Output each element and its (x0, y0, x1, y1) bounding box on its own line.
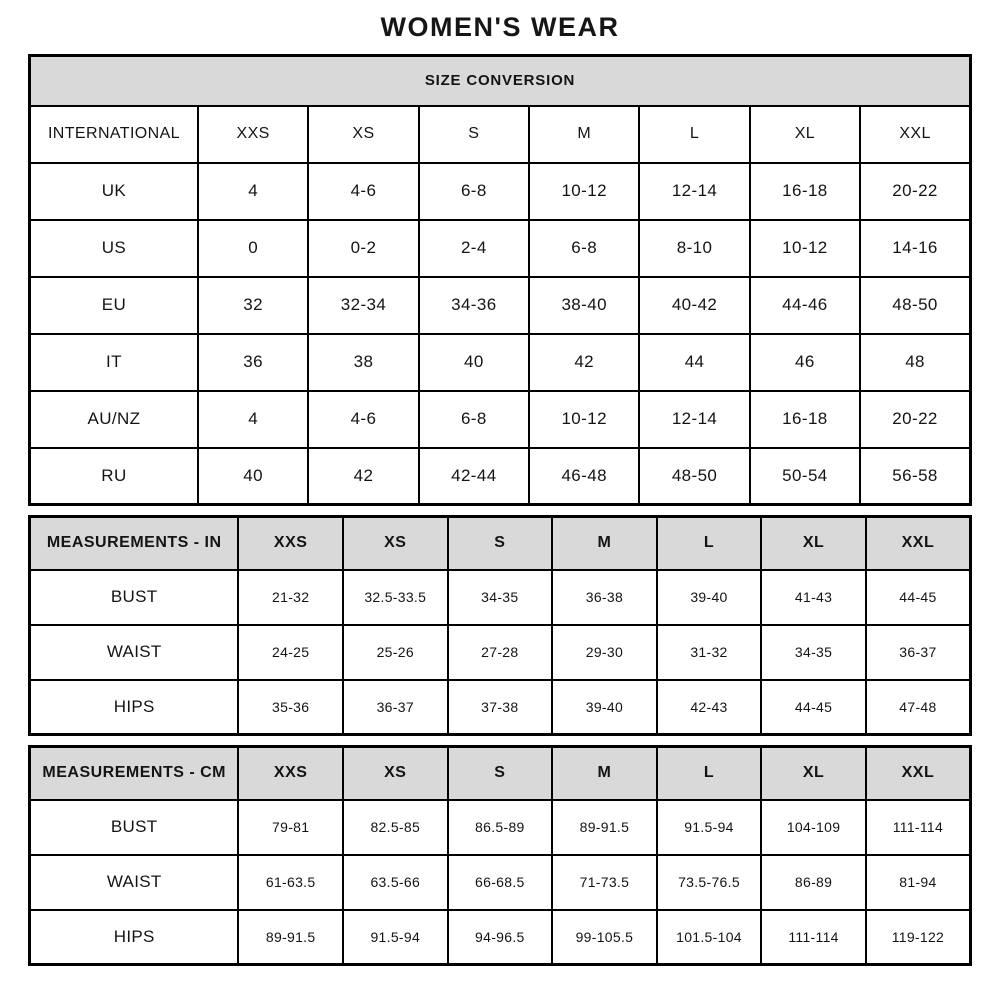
table-cell: 36-38 (552, 570, 657, 625)
table-cell: 32 (198, 277, 308, 334)
table-cell: 46 (750, 334, 860, 391)
table-cell: 14-16 (860, 220, 970, 277)
table-row (30, 334, 971, 391)
table-cell: 32-34 (308, 277, 418, 334)
table-cell: 42-44 (419, 448, 529, 505)
row-label: RU (30, 448, 198, 505)
table-row (30, 680, 971, 735)
table-cell: 16-18 (750, 163, 860, 220)
column-header: XXS (238, 747, 343, 800)
table-cell: 32.5-33.5 (343, 570, 448, 625)
table-cell: 38 (308, 334, 418, 391)
measurements-cm-corner-header: MEASUREMENTS - CM (30, 747, 239, 800)
size-conversion-banner-row (30, 56, 971, 106)
column-header: L (639, 106, 749, 163)
column-header: XS (343, 517, 448, 570)
column-header: M (552, 517, 657, 570)
row-label: AU/NZ (30, 391, 198, 448)
measurements-in-header-row (30, 517, 971, 570)
table-cell: 50-54 (750, 448, 860, 505)
table-cell: 36 (198, 334, 308, 391)
row-label: WAIST (30, 855, 239, 910)
table-cell: 2-4 (419, 220, 529, 277)
table-cell: 104-109 (761, 800, 866, 855)
table-cell: 10-12 (529, 163, 639, 220)
column-header: M (552, 747, 657, 800)
column-header: XL (761, 747, 866, 800)
row-label: BUST (30, 570, 239, 625)
table-cell: 4 (198, 163, 308, 220)
column-header: S (448, 517, 553, 570)
row-label: EU (30, 277, 198, 334)
column-header: XXL (866, 517, 971, 570)
table-cell: 35-36 (238, 680, 343, 735)
column-header: XS (343, 747, 448, 800)
table-cell: 46-48 (529, 448, 639, 505)
table-cell: 38-40 (529, 277, 639, 334)
table-cell: 89-91.5 (552, 800, 657, 855)
table-cell: 89-91.5 (238, 910, 343, 965)
table-cell: 4-6 (308, 391, 418, 448)
table-cell: 94-96.5 (448, 910, 553, 965)
table-row (30, 910, 971, 965)
column-header: S (448, 747, 553, 800)
table-cell: 12-14 (639, 391, 749, 448)
table-cell: 86-89 (761, 855, 866, 910)
table-cell: 31-32 (657, 625, 762, 680)
row-label: HIPS (30, 910, 239, 965)
row-label: WAIST (30, 625, 239, 680)
table-cell: 10-12 (750, 220, 860, 277)
measurements-cm-header-row (30, 747, 971, 800)
table-cell: 71-73.5 (552, 855, 657, 910)
row-label: IT (30, 334, 198, 391)
row-label: BUST (30, 800, 239, 855)
table-cell: 91.5-94 (343, 910, 448, 965)
table-row (30, 163, 971, 220)
row-label: HIPS (30, 680, 239, 735)
column-header: L (657, 747, 762, 800)
measurements-in-corner-header: MEASUREMENTS - IN (30, 517, 239, 570)
table-cell: 44-45 (866, 570, 971, 625)
table-cell: 79-81 (238, 800, 343, 855)
table-cell: 44 (639, 334, 749, 391)
table-cell: 73.5-76.5 (657, 855, 762, 910)
table-cell: 36-37 (866, 625, 971, 680)
column-header: XXL (860, 106, 970, 163)
table-cell: 4 (198, 391, 308, 448)
table-cell: 4-6 (308, 163, 418, 220)
table-cell: 40 (198, 448, 308, 505)
table-row (30, 625, 971, 680)
table-cell: 40-42 (639, 277, 749, 334)
table-cell: 44-45 (761, 680, 866, 735)
column-header: S (419, 106, 529, 163)
table-cell: 42 (308, 448, 418, 505)
table-cell: 34-35 (761, 625, 866, 680)
table-cell: 10-12 (529, 391, 639, 448)
table-cell: 81-94 (866, 855, 971, 910)
table-row (30, 448, 971, 505)
table-cell: 42 (529, 334, 639, 391)
column-header: L (657, 517, 762, 570)
table-cell: 91.5-94 (657, 800, 762, 855)
table-cell: 56-58 (860, 448, 970, 505)
table-cell: 61-63.5 (238, 855, 343, 910)
size-conversion-table (28, 54, 972, 506)
table-cell: 21-32 (238, 570, 343, 625)
table-cell: 0 (198, 220, 308, 277)
table-cell: 101.5-104 (657, 910, 762, 965)
size-conversion-banner: SIZE CONVERSION (30, 56, 971, 106)
page-title: WOMEN'S WEAR (380, 12, 620, 42)
table-cell: 6-8 (419, 163, 529, 220)
table-cell: 25-26 (343, 625, 448, 680)
table-cell: 6-8 (529, 220, 639, 277)
table-cell: 37-38 (448, 680, 553, 735)
table-cell: 20-22 (860, 163, 970, 220)
size-conversion-header-row (30, 106, 971, 163)
size-conversion-corner-header: INTERNATIONAL (30, 106, 198, 163)
table-cell: 111-114 (761, 910, 866, 965)
table-cell: 34-35 (448, 570, 553, 625)
table-cell: 42-43 (657, 680, 762, 735)
table-row (30, 855, 971, 910)
table-cell: 16-18 (750, 391, 860, 448)
table-cell: 41-43 (761, 570, 866, 625)
table-row (30, 277, 971, 334)
table-cell: 82.5-85 (343, 800, 448, 855)
measurements-cm-table (28, 745, 972, 966)
table-cell: 48-50 (639, 448, 749, 505)
table-cell: 63.5-66 (343, 855, 448, 910)
table-cell: 44-46 (750, 277, 860, 334)
column-header: XL (761, 517, 866, 570)
measurements-in-table (28, 515, 972, 736)
column-header: XL (750, 106, 860, 163)
table-row (30, 800, 971, 855)
table-cell: 20-22 (860, 391, 970, 448)
table-cell: 8-10 (639, 220, 749, 277)
table-cell: 119-122 (866, 910, 971, 965)
row-label: US (30, 220, 198, 277)
table-cell: 6-8 (419, 391, 529, 448)
table-cell: 39-40 (657, 570, 762, 625)
row-label: UK (30, 163, 198, 220)
table-cell: 12-14 (639, 163, 749, 220)
table-cell: 24-25 (238, 625, 343, 680)
table-cell: 0-2 (308, 220, 418, 277)
table-cell: 111-114 (866, 800, 971, 855)
table-cell: 40 (419, 334, 529, 391)
table-row (30, 220, 971, 277)
table-cell: 29-30 (552, 625, 657, 680)
table-cell: 48 (860, 334, 970, 391)
table-cell: 66-68.5 (448, 855, 553, 910)
table-cell: 47-48 (866, 680, 971, 735)
table-cell: 99-105.5 (552, 910, 657, 965)
table-cell: 86.5-89 (448, 800, 553, 855)
column-header: XS (308, 106, 418, 163)
table-cell: 39-40 (552, 680, 657, 735)
table-row (30, 570, 971, 625)
tables-container (28, 54, 972, 966)
table-cell: 27-28 (448, 625, 553, 680)
table-row (30, 391, 971, 448)
table-cell: 36-37 (343, 680, 448, 735)
column-header: XXL (866, 747, 971, 800)
column-header: M (529, 106, 639, 163)
table-cell: 48-50 (860, 277, 970, 334)
column-header: XXS (238, 517, 343, 570)
table-cell: 34-36 (419, 277, 529, 334)
column-header: XXS (198, 106, 308, 163)
